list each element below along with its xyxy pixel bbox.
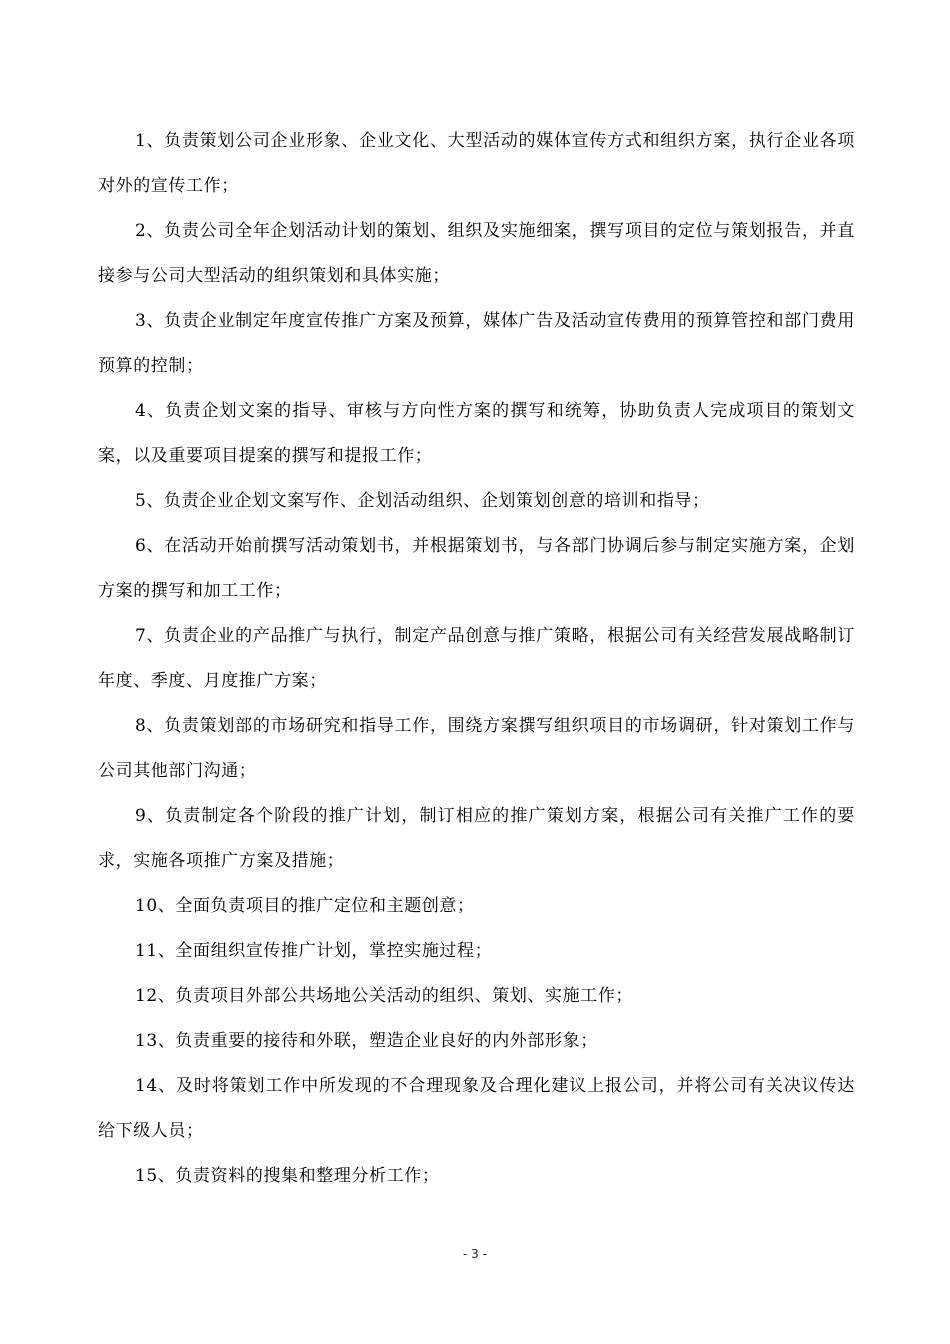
list-item: 1、负责策划公司企业形象、企业文化、大型活动的媒体宣传方式和组织方案，执行企业各项对外的宣传工作； (98, 131, 855, 196)
list-item: 4、负责企划文案的指导、审核与方向性方案的撰写和统筹，协助负责人完成项目的策划文案，以及重要项目提案的撰写和提报工作； (98, 401, 855, 466)
list-item: 7、负责企业的产品推广与执行，制定产品创意与推广策略，根据公司有关经营发展战略制订年度、季度、月度推广方案； (98, 626, 855, 691)
duty-list (98, 119, 855, 1199)
list-item: 14、及时将策划工作中所发现的不合理现象及合理化建议上报公司，并将公司有关决议传达给下级人员； (98, 1076, 855, 1141)
list-item: 10、全面负责项目的推广定位和主题创意； (135, 896, 475, 916)
list-item: 3、负责企业制定年度宣传推广方案及预算，媒体广告及活动宣传费用的预算管控和部门费用预算的控制； (98, 311, 855, 376)
list-item: 8、负责策划部的市场研究和指导工作，围绕方案撰写组织项目的市场调研，针对策划工作与公司其他部门沟通； (98, 716, 855, 781)
list-item: 15、负责资料的搜集和整理分析工作； (135, 1166, 440, 1186)
list-item: 6、在活动开始前撰写活动策划书，并根据策划书，与各部门协调后参与制定实施方案，企划方案的撰写和加工工作； (98, 536, 855, 601)
page-number: - 3 - (463, 1247, 487, 1261)
list-item: 13、负责重要的接待和外联，塑造企业良好的内外部形象； (135, 1031, 598, 1051)
list-item: 5、负责企业企划文案写作、企划活动组织、企划策划创意的培训和指导； (135, 491, 710, 511)
list-item: 9、负责制定各个阶段的推广计划，制订相应的推广策划方案，根据公司有关推广工作的要求，实施各项推广方案及措施； (98, 806, 855, 871)
list-item: 2、负责公司全年企划活动计划的策划、组织及实施细案，撰写项目的定位与策划报告，并直接参与公司大型活动的组织策划和具体实施； (98, 221, 855, 286)
list-item: 11、全面组织宣传推广计划，掌控实施过程； (135, 941, 493, 961)
list-item: 12、负责项目外部公共场地公关活动的组织、策划、实施工作； (135, 986, 634, 1006)
